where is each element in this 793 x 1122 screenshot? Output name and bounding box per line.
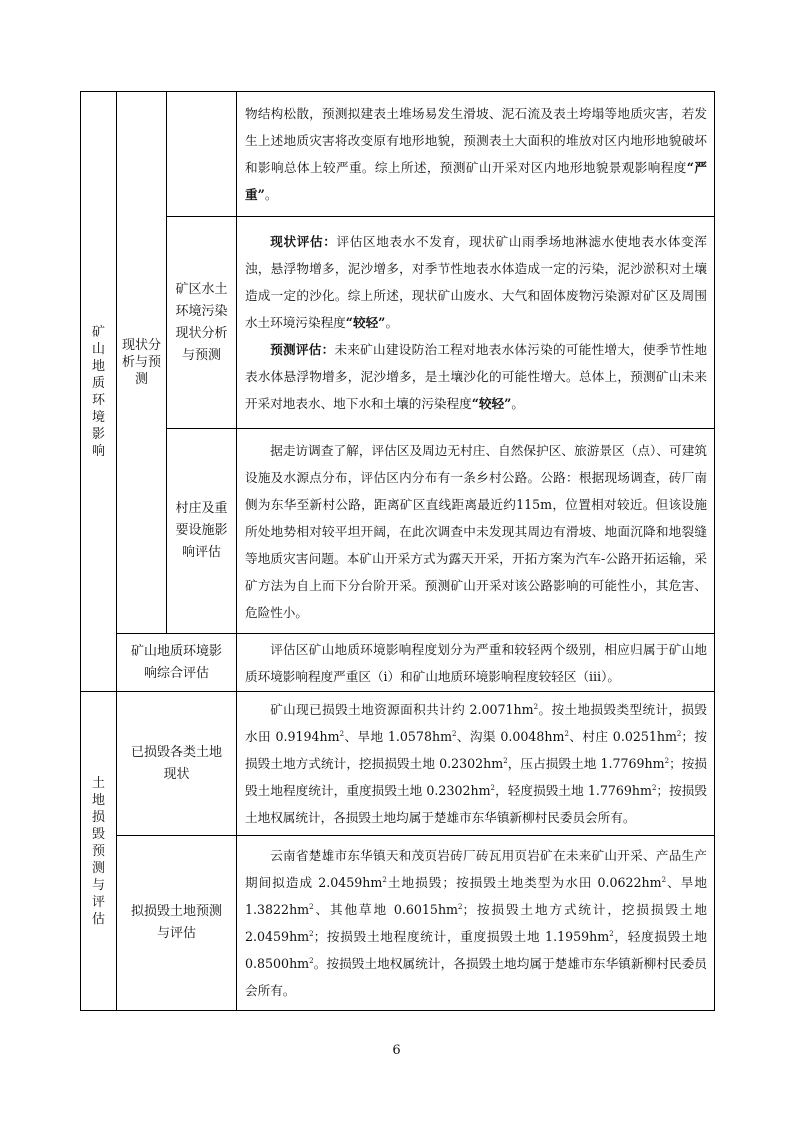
empty-label-cell	[167, 92, 237, 217]
label-existing: 已损毁各类土地现状	[130, 744, 222, 782]
subsection-label-cell	[117, 92, 167, 634]
table-row-overall	[81, 634, 715, 692]
label-village: 村庄及重要设施影响评估	[175, 501, 228, 560]
content-cell-planned	[237, 836, 715, 1011]
label-cell-pollution	[167, 217, 237, 429]
landform-text: 物结构松散，预测拟建表土堆场易发生滑坡、泥石流及表土垮塌等地质灾害，若发生上述地质灾害将改变原有地形地貌，预测表土大面积的堆放对区内地形地貌破坏和影响总体上较严重。综上所述，预测矿山开采对区内地形地貌景观影响程度“严重”。	[245, 106, 708, 202]
label-cell-village	[167, 429, 237, 634]
table-row-planned-damage	[81, 836, 715, 1011]
table-row-pollution	[81, 217, 715, 429]
label-overall: 矿山地质环境影响综合评估	[130, 643, 222, 681]
section-label-cell-2	[81, 692, 117, 1011]
village-text: 据走访调查了解，评估区及周边无村庄、自然保护区、旅游景区（点）、可建筑设施及水源点分布，评估区内分布有一条乡村公路。公路：根据现场调查，砖厂南侧为东华至新村公路，距离矿区直线距离最近约115m，位置相对较近。但该设施所处地势相对较平坦开阔，在此次调查中未发现其周边有滑坡、地面沉降和地裂缝等地质灾害问题。本矿山开采方式为露天开采，开拓方案为汽车-公路开拓运输，采矿方法为自上而下分台阶开采。预测矿山开采对该公路影响的可能性小，其危害、危险性小。	[245, 442, 707, 620]
section-label-mine-env: 矿山地质环境影响	[91, 324, 105, 459]
assessment-table	[80, 91, 715, 1011]
section-label-cell	[81, 92, 117, 692]
page-number: 6	[392, 1043, 401, 1058]
content-cell-existing	[237, 692, 715, 836]
subsection-label-status: 现状分析与预测	[121, 338, 161, 387]
label-planned: 拟损毁土地预测与评估	[130, 904, 222, 941]
pollution-text: 现状评估：评估区地表水不发育，现状矿山雨季场地淋滤水使地表水体变浑浊，悬浮物增多，泥沙增多，对季节性地表水体造成一定的污染，泥沙淤积对土壤造成一定的沙化。综上所述，现状矿山废水、大气和固体废物污染源对矿区及周围水土环境污染程度“较轻”。 预测评估：未来矿山建设防治工程对地表水体污染的可能性增大，使季节性地表水体悬浮物增多，泥沙增多，是土壤沙化的可能性增大。总体上，预测矿山未来开采对地表水、地下水和土壤的污染程度“较轻”。	[245, 234, 708, 411]
label-cell-planned	[117, 836, 237, 1011]
label-cell-overall	[117, 634, 237, 692]
label-pollution: 矿区水土环境污染现状分析与预测	[175, 281, 228, 363]
table-row-village	[81, 429, 715, 634]
table-row-landform	[81, 92, 715, 217]
overall-text: 评估区矿山地质环境影响程度划分为严重和较轻两个级别，相应归属于矿山地质环境影响程度严重区（ⅰ）和矿山地质环境影响程度较轻区（ⅲ）。	[245, 641, 707, 684]
existing-text: 矿山现已损毁土地资源面积共计约 $2.0071hm^2$。按土地损毁类型统计，损毁水田 $0.9194hm^2$、旱地 $1.0578hm^2$、沟渠 $0.0048hm^2$、村庄 $0.0251hm^2$；按损毁土地方式统计，挖损损毁土地 $0.2302hm^2$，压占损毁土地 $1.7769hm^2$；按损毁土地程度统计，重度损毁土地 $0.2302hm^2$，轻度损毁土地 $1.7769hm^2$；按损毁土地权属统计，各损毁土地均属于楚雄市东华镇新柳村民委员会所有。	[245, 702, 708, 825]
content-cell-overall	[237, 634, 715, 692]
table-row-existing-damage	[81, 692, 715, 836]
section-label-land-damage: 土地损毁预测与评估	[91, 775, 105, 927]
content-cell-pollution	[237, 217, 715, 429]
planned-text: 云南省楚雄市东华镇天和茂页岩砖厂砖瓦用页岩矿在未来矿山开采、产品生产期间拟造成 $2.0459hm^2$土地损毁；按损毁土地类型为水田 $0.0622hm^2$、旱地 $1.3822hm^2$、其他草地 $0.6015hm^2$；按损毁土地方式统计，挖损损毁土地 $2.0459hm^2$；按损毁土地程度统计，重度损毁土地 $1.1959hm^2$，轻度损毁土地 $0.8500hm^2$。按损毁土地权属统计，各损毁土地均属于楚雄市东华镇新柳村民委员会所有。	[245, 848, 708, 998]
content-cell-landform	[237, 92, 715, 217]
label-cell-existing	[117, 692, 237, 836]
content-cell-village	[237, 429, 715, 634]
